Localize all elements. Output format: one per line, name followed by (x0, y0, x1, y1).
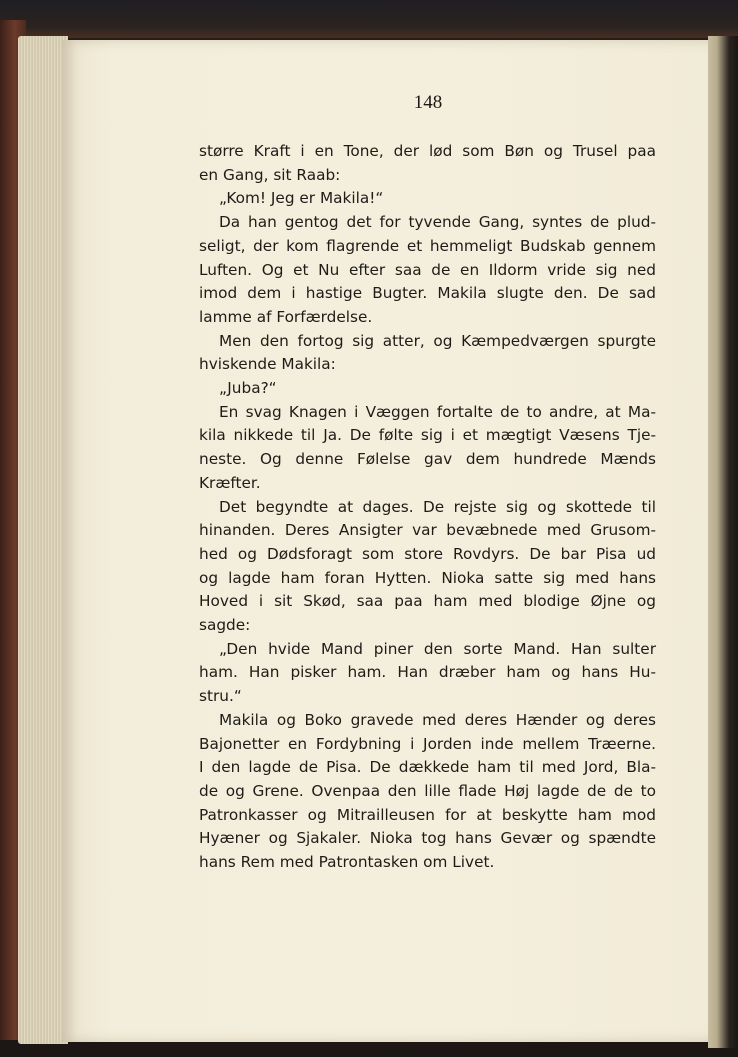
text-line: Hyæner og Sjakaler. Nioka tog hans Gevær og spændte (199, 829, 656, 848)
text-line: Patronkasser og Mitrailleusen for at beskytte ham mod (199, 805, 656, 824)
text-line: „Juba?“ (219, 379, 277, 398)
text-line: de og Grene. Ovenpaa den lille flade Høj lagde de de to (199, 781, 656, 800)
text-line: Bajonetter en Fordybning i Jorden inde mellem Træerne. (199, 734, 656, 753)
text-line: En svag Knagen i Væggen fortalte de to andre, at Ma- (219, 402, 656, 421)
text-line: Da han gentog det for tyvende Gang, syntes de plud- (219, 213, 656, 232)
book-cover-bottom (0, 1040, 738, 1057)
text-line: hinanden. Deres Ansigter var bevæbnede med Grusom- (199, 521, 656, 540)
text-line: hviskende Makila: (199, 355, 336, 374)
text-line: lamme af Forfærdelse. (199, 307, 373, 326)
text-line: I den lagde de Pisa. De dækkede ham til med Jord, Bla- (199, 758, 656, 777)
book-cover-top (0, 0, 738, 38)
text-line: sagde: (199, 616, 251, 635)
text-line: Kræfter. (199, 473, 261, 492)
text-line: ham. Han pisker ham. Han dræber ham og hans Hu- (199, 663, 656, 682)
text-line: Hoved i sit Skød, saa paa ham med blodige Øjne og (199, 592, 656, 611)
text-line: kila nikkede til Ja. De følte sig i et mægtigt Væsens Tje- (199, 426, 656, 445)
text-line: Luften. Og et Nu efter saa de en Ildorm vride sig ned (199, 260, 656, 279)
text-line: en Gang, sit Raab: (199, 165, 341, 184)
body-text (199, 140, 656, 875)
text-line: imod dem i hastige Bugter. Makila slugte den. De sad (199, 284, 656, 303)
text-line: og lagde ham foran Hytten. Nioka satte sig med hans (199, 568, 656, 587)
text-line: hed og Dødsforagt som store Rovdyrs. De bar Pisa ud (199, 544, 656, 563)
text-line: „Den hvide Mand piner den sorte Mand. Han sulter (219, 639, 656, 658)
text-line: Makila og Boko gravede med deres Hænder og deres (219, 710, 656, 729)
text-line: større Kraft i en Tone, der lød som Bøn og Trusel paa (199, 142, 656, 160)
text-line: neste. Og denne Følelse gav dem hundrede Mænds (199, 450, 656, 469)
page-edges-left (18, 36, 68, 1044)
page-number: 148 (413, 92, 443, 113)
text-line: „Kom! Jeg er Makila!“ (219, 189, 384, 208)
page-edges-right (708, 36, 738, 1048)
text-line: seligt, der kom flagrende et hemmeligt Budskab gennem (199, 236, 656, 255)
text-line: Men den fortog sig atter, og Kæmpedværgen spurgte (219, 331, 656, 350)
text-line: stru.“ (199, 687, 242, 706)
text-line: Det begyndte at dages. De rejste sig og skottede til (219, 497, 656, 516)
text-line: hans Rem med Patrontasken om Livet. (199, 853, 495, 872)
